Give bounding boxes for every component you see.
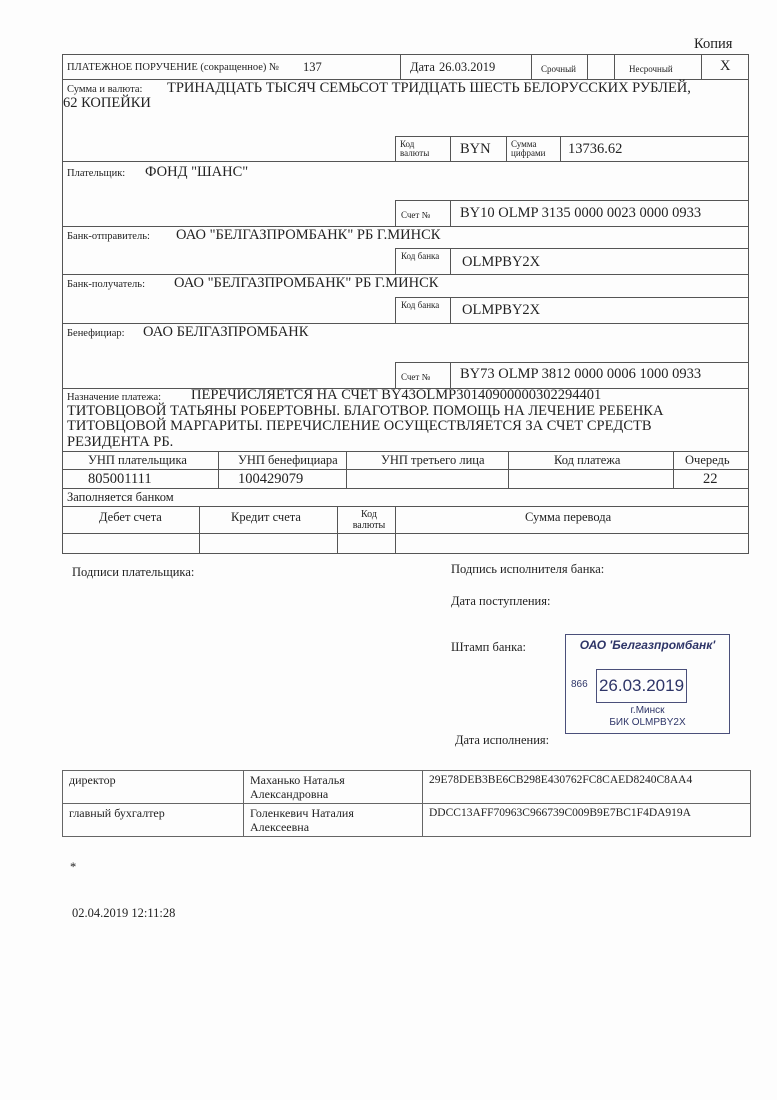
signer-role: директор [63, 771, 244, 804]
signer-name [244, 771, 423, 804]
stamp-bic: БИК OLMPBY2X [609, 717, 686, 728]
credit-account-header: Кредит счета [231, 510, 301, 524]
amount-digits-label: Сумма цифрами [511, 139, 546, 158]
bank-section-label: Заполняется банком [67, 490, 174, 504]
sender-bank-code-label: Код банка [401, 251, 440, 261]
payer-account-label: Счет № [401, 210, 431, 220]
receiver-bank-label: Банк-получатель: [67, 279, 145, 290]
date-label: Дата [410, 60, 435, 74]
signer-name-line1: Маханько Наталья [250, 773, 345, 787]
transfer-amount-header: Сумма перевода [525, 510, 612, 524]
currency-code: BYN [460, 141, 491, 157]
signer-name-line1: Голенкевич Наталия [250, 806, 354, 820]
amount-label: Сумма и валюта: [67, 84, 143, 95]
stamp-date: 26.03.2019 [598, 676, 685, 695]
beneficiary-unp: 100429079 [238, 471, 304, 487]
nonurgent-label: Несрочный [629, 64, 673, 74]
amount-words-line1: ТРИНАДЦАТЬ ТЫСЯЧ СЕМЬСОТ ТРИДЦАТЬ ШЕСТЬ БЕЛОРУССКИХ РУБЛЕЙ, [167, 80, 691, 96]
stamp-date-box [596, 669, 687, 703]
signer-hash: 29E78DEB3BE6CB298E430762FC8CAED8240C8AA4 [423, 771, 751, 804]
payer-signatures-label: Подписи плательщика: [72, 565, 195, 579]
stamp-city: г.Минск [630, 705, 665, 716]
signer-hash: DDCC13AFF70963C966739C009B9E7BC1F4DA919A [423, 804, 751, 837]
beneficiary-name: ОАО БЕЛГАЗПРОМБАНК [143, 324, 309, 340]
receipt-date-label: Дата поступления: [451, 594, 551, 608]
beneficiary-account-label: Счет № [401, 372, 431, 382]
urgent-label: Срочный [541, 64, 576, 74]
copy-label: Копия [694, 36, 733, 52]
signers-table [62, 770, 751, 837]
purpose-line4: РЕЗИДЕНТА РБ. [67, 434, 174, 450]
signer-name-line2: Александровна [250, 787, 329, 801]
receiver-bank-name: ОАО "БЕЛГАЗПРОМБАНК" РБ Г.МИНСК [174, 275, 439, 291]
payer-name: ФОНД "ШАНС" [145, 164, 249, 180]
bank-exec-signature-label: Подпись исполнителя банка: [451, 562, 605, 576]
signer-name-line2: Алексеевна [250, 820, 310, 834]
signer-role: главный бухгалтер [63, 804, 244, 837]
payment-code-header: Код платежа [554, 453, 621, 467]
stamp-code: 866 [571, 679, 588, 690]
bank-currency-code-header: Код валюты [352, 509, 386, 531]
table-row [63, 804, 751, 837]
order-date: 26.03.2019 [439, 60, 496, 74]
receiver-bank-code: OLMPBY2X [462, 302, 541, 318]
nonurgent-mark: X [720, 58, 731, 74]
receiver-bank-code-label: Код банка [401, 300, 440, 310]
amount-digits: 13736.62 [568, 141, 623, 157]
sender-bank-code: OLMPBY2X [462, 254, 541, 270]
beneficiary-label: Бенефициар: [67, 328, 125, 339]
third-party-unp-header: УНП третьего лица [381, 453, 485, 467]
amount-words-line2: 62 КОПЕЙКИ [63, 95, 151, 111]
purpose-line1: ПЕРЕЧИСЛЯЕТСЯ НА СЧЕТ BY43OLMP30140900000302294401 [191, 387, 602, 403]
table-row [63, 771, 751, 804]
order-number: 137 [303, 60, 322, 74]
signer-name [244, 804, 423, 837]
order-title: ПЛАТЕЖНОЕ ПОРУЧЕНИЕ (сокращенное) № [67, 62, 280, 73]
purpose-label: Назначение платежа: [67, 392, 162, 403]
payer-unp-header: УНП плательщика [88, 453, 187, 467]
priority: 22 [703, 471, 718, 487]
bank-stamp [565, 634, 730, 734]
payer-account: BY10 OLMP 3135 0000 0023 0000 0933 [460, 205, 702, 221]
print-timestamp: 02.04.2019 12:11:28 [72, 906, 176, 920]
debit-account-header: Дебет счета [99, 510, 162, 524]
sender-bank-label: Банк-отправитель: [67, 231, 150, 242]
payer-label: Плательщик: [67, 168, 126, 179]
priority-header: Очередь [685, 453, 730, 467]
purpose-line2: ТИТОВЦОВОЙ ТАТЬЯНЫ РОБЕРТОВНЫ. БЛАГОТВОР. ПОМОЩЬ НА ЛЕЧЕНИЕ РЕБЕНКА [67, 403, 664, 419]
footer-mark: * [70, 860, 77, 874]
beneficiary-unp-header: УНП бенефициара [238, 453, 338, 467]
sender-bank-name: ОАО "БЕЛГАЗПРОМБАНК" РБ Г.МИНСК [176, 227, 441, 243]
stamp-label: Штамп банка: [451, 640, 526, 654]
beneficiary-account: BY73 OLMP 3812 0000 0006 1000 0933 [460, 366, 702, 382]
execution-date-label: Дата исполнения: [455, 733, 550, 747]
payer-unp: 805001111 [88, 471, 152, 487]
purpose-line3: ТИТОВЦОВОЙ МАРГАРИТЫ. ПЕРЕЧИСЛЕНИЕ ОСУЩЕСТВЛЯЕТСЯ ЗА СЧЕТ СРЕДСТВ [67, 418, 652, 434]
currency-code-label: Код валюты [400, 139, 430, 158]
stamp-bank-name: ОАО 'Белгазпромбанк' [579, 638, 716, 652]
